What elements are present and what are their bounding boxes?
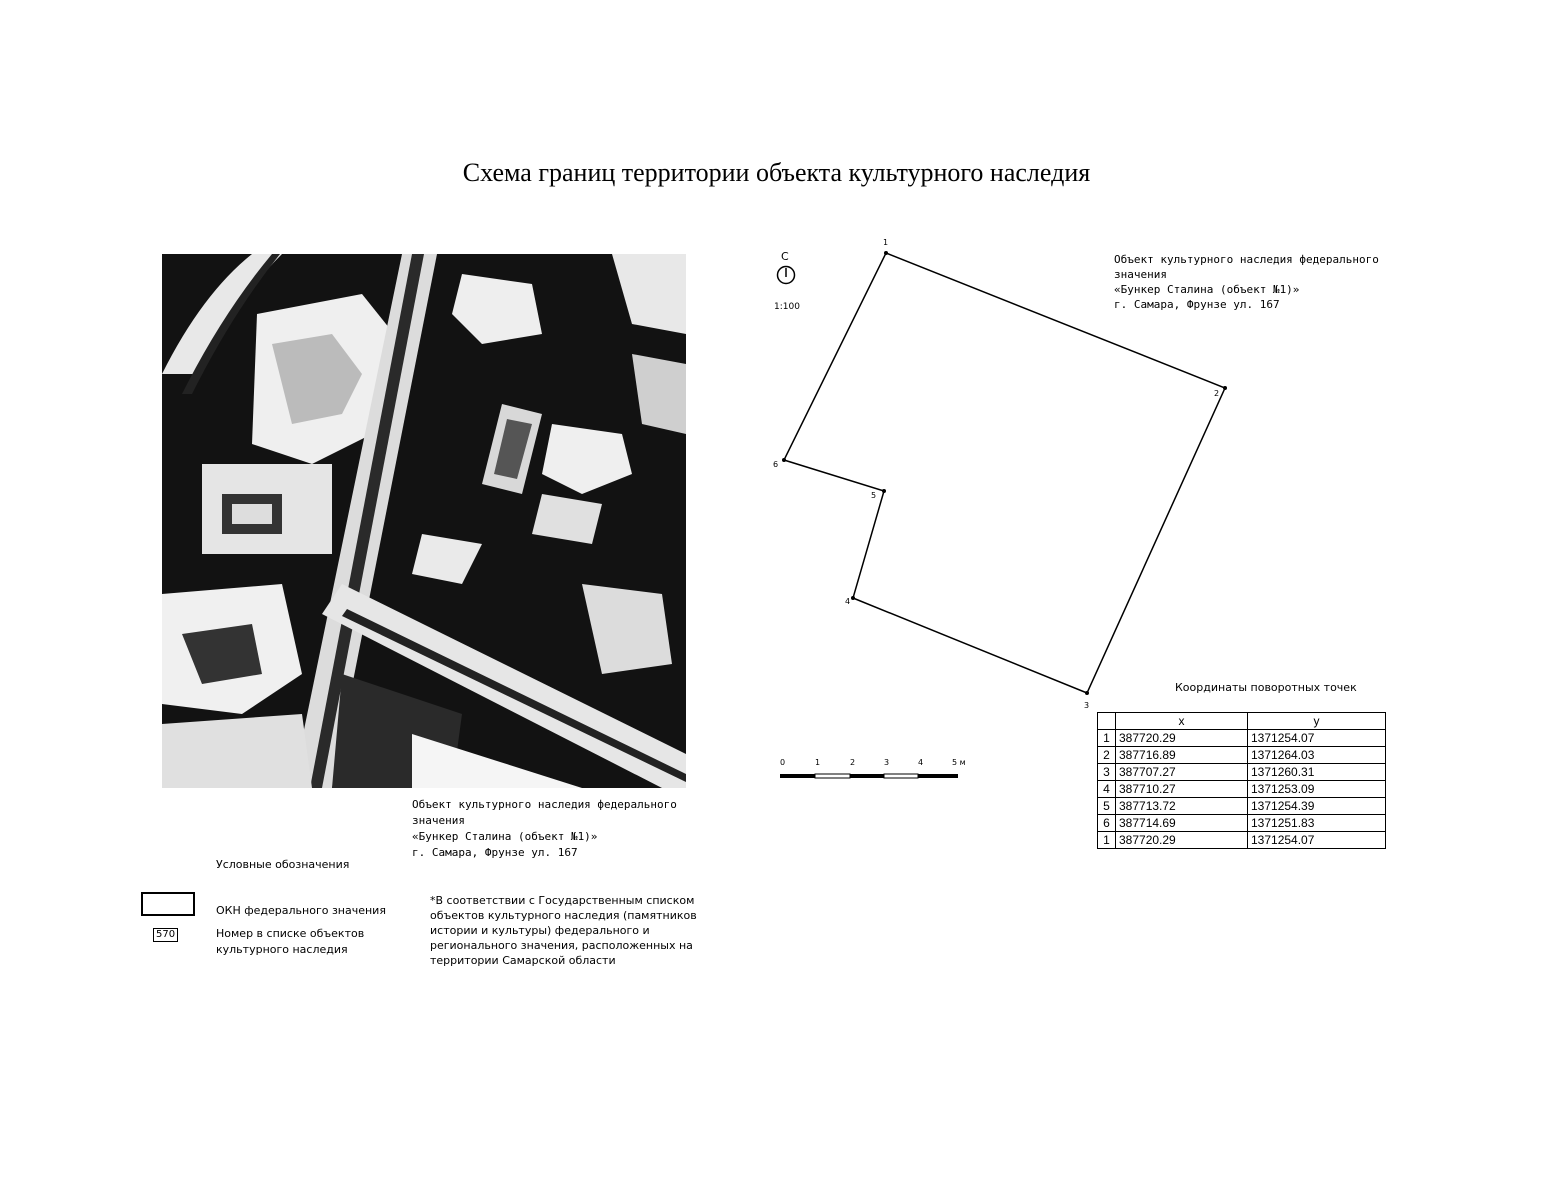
y-coordinate: 1371254.07 <box>1248 730 1386 747</box>
x-coordinate: 387710.27 <box>1116 781 1248 798</box>
legend-number-symbol: 570 <box>153 928 178 942</box>
table-row <box>1098 781 1386 798</box>
coordinates-table <box>1097 712 1386 849</box>
x-coordinate: 387707.27 <box>1116 764 1248 781</box>
point-number: 1 <box>1098 730 1116 747</box>
object-info-line: «Бункер Сталина (объект №1)» <box>1114 283 1300 296</box>
table-row <box>1098 798 1386 815</box>
scale-bar-tick: 1 <box>815 758 821 767</box>
y-coordinate: 1371251.83 <box>1248 815 1386 832</box>
scale-bar-tick: 0 <box>780 758 786 767</box>
boundary-point <box>782 458 786 462</box>
legend-title: Условные обозначения <box>216 858 350 871</box>
y-coordinate: 1371264.03 <box>1248 747 1386 764</box>
point-number: 1 <box>1098 832 1116 849</box>
table-row <box>1098 815 1386 832</box>
boundary-point-label: 3 <box>1084 701 1090 710</box>
x-coordinate: 387720.29 <box>1116 730 1248 747</box>
object-info-line: г. Самара, Фрунзе ул. 167 <box>1114 298 1280 311</box>
point-number: 4 <box>1098 781 1116 798</box>
table-header-cell <box>1098 713 1116 730</box>
table-row <box>1098 747 1386 764</box>
boundary-point <box>882 489 886 493</box>
table-row <box>1098 730 1386 747</box>
scale-bar-tick: 3 <box>884 758 890 767</box>
boundary-point-label: 4 <box>845 597 851 606</box>
scale-bar-tick: 2 <box>850 758 856 767</box>
legend-federal-label: ОКН федерального значения <box>216 904 386 917</box>
boundary-point <box>1085 691 1089 695</box>
boundary-point <box>851 596 855 600</box>
table-header-cell: x <box>1116 713 1248 730</box>
scale-label: 1:100 <box>774 302 800 312</box>
footnote: *В соответствии с Государственным списком объектов культурного наследия (памятников истории и культуры) федерального и регионального значения, расположенных на территории Самарской области <box>430 894 697 967</box>
boundary-point-label: 6 <box>773 460 779 469</box>
point-number: 3 <box>1098 764 1116 781</box>
point-number: 6 <box>1098 815 1116 832</box>
scale-bar-tick: 5 м <box>952 758 966 767</box>
north-letter: С <box>781 250 789 263</box>
table-row <box>1098 832 1386 849</box>
table-row <box>1098 764 1386 781</box>
page-title: Схема границ территории объекта культурного наследия <box>462 158 1091 187</box>
boundary-point <box>1223 386 1227 390</box>
point-number: 2 <box>1098 747 1116 764</box>
boundary-point <box>884 251 888 255</box>
aerial-caption-line: Объект культурного наследия федерального значения <box>412 798 677 827</box>
boundary-point-label: 5 <box>871 491 877 500</box>
table-header-row <box>1098 713 1386 730</box>
legend-federal-symbol <box>141 892 195 916</box>
y-coordinate: 1371254.07 <box>1248 832 1386 849</box>
y-coordinate: 1371260.31 <box>1248 764 1386 781</box>
y-coordinate: 1371254.39 <box>1248 798 1386 815</box>
table-header-cell: y <box>1248 713 1386 730</box>
aerial-caption-line: «Бункер Сталина (объект №1)» <box>412 830 598 843</box>
boundary-point-label: 2 <box>1214 389 1220 398</box>
boundary-points <box>782 251 1227 695</box>
object-info <box>1114 252 1414 312</box>
aerial-caption <box>412 797 712 861</box>
legend-number-label: Номер в списке объектов культурного наследия <box>216 927 365 956</box>
scale-bar-tick: 4 <box>918 758 924 767</box>
boundary-polygon <box>784 253 1225 693</box>
coordinates-title: Координаты поворотных точек <box>1175 681 1357 694</box>
x-coordinate: 387714.69 <box>1116 815 1248 832</box>
aerial-photo <box>162 254 686 788</box>
y-coordinate: 1371253.09 <box>1248 781 1386 798</box>
x-coordinate: 387716.89 <box>1116 747 1248 764</box>
scale-bar <box>778 756 978 790</box>
aerial-photo-image <box>162 254 686 788</box>
x-coordinate: 387720.29 <box>1116 832 1248 849</box>
aerial-caption-line: г. Самара, Фрунзе ул. 167 <box>412 846 578 859</box>
boundary-point-label: 1 <box>883 238 889 247</box>
x-coordinate: 387713.72 <box>1116 798 1248 815</box>
point-number: 5 <box>1098 798 1116 815</box>
object-info-line: Объект культурного наследия федерального значения <box>1114 253 1379 281</box>
